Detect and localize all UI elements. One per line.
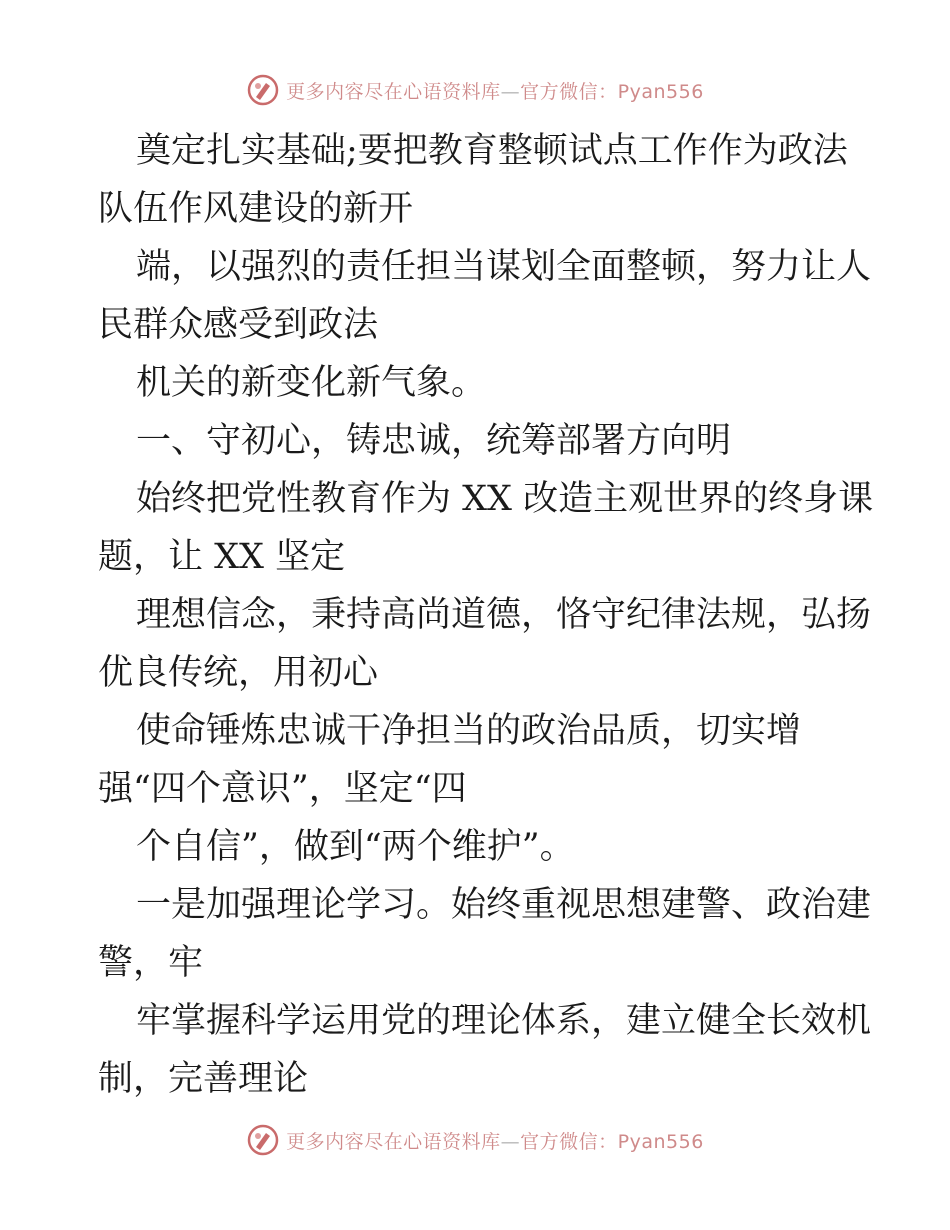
text-line: 民群众感受到政法 (98, 305, 379, 345)
text-line: 机关的新变化新气象。 (136, 363, 487, 403)
text-line: 优良传统，用初心 (98, 653, 379, 693)
text-line: 个自信”，做到“两个维护”。 (136, 827, 575, 867)
watermark-text: 更多内容尽在心语资料库—官方微信：Pyan556 (286, 80, 704, 103)
watermark-text: 更多内容尽在心语资料库—官方微信：Pyan556 (286, 1130, 704, 1153)
watermark-logo-icon (246, 1123, 280, 1157)
text-line: 制，完善理论 (98, 1059, 309, 1099)
text-line: 始终把党性教育作为 XX 改造主观世界的终身课 (136, 479, 874, 519)
document-body (98, 122, 874, 1108)
text-line: 题，让 XX 坚定 (98, 537, 346, 577)
text-line: 使命锤炼忠诚干净担当的政治品质，切实增 (136, 711, 802, 751)
footer-watermark (0, 1120, 950, 1160)
text-line: 奠定扎实基础;要把教育整顿试点工作作为政法 (136, 131, 848, 171)
text-line: 端，以强烈的责任担当谋划全面整顿，努力让人 (136, 247, 872, 287)
text-line: 一、守初心，铸忠诚，统筹部署方向明 (136, 421, 732, 461)
text-line: 队伍作风建设的新开 (98, 189, 414, 229)
header-watermark (0, 70, 950, 110)
text-line: 一是加强理论学习。始终重视思想建警、政治建 (136, 885, 872, 925)
watermark-logo-icon (246, 73, 280, 107)
text-line: 警，牢 (98, 943, 204, 983)
text-line: 强“四个意识”，坚定“四 (98, 769, 467, 809)
text-line: 理想信念，秉持高尚道德，恪守纪律法规，弘扬 (136, 595, 872, 635)
text-line: 牢掌握科学运用党的理论体系，建立健全长效机 (136, 1001, 872, 1041)
